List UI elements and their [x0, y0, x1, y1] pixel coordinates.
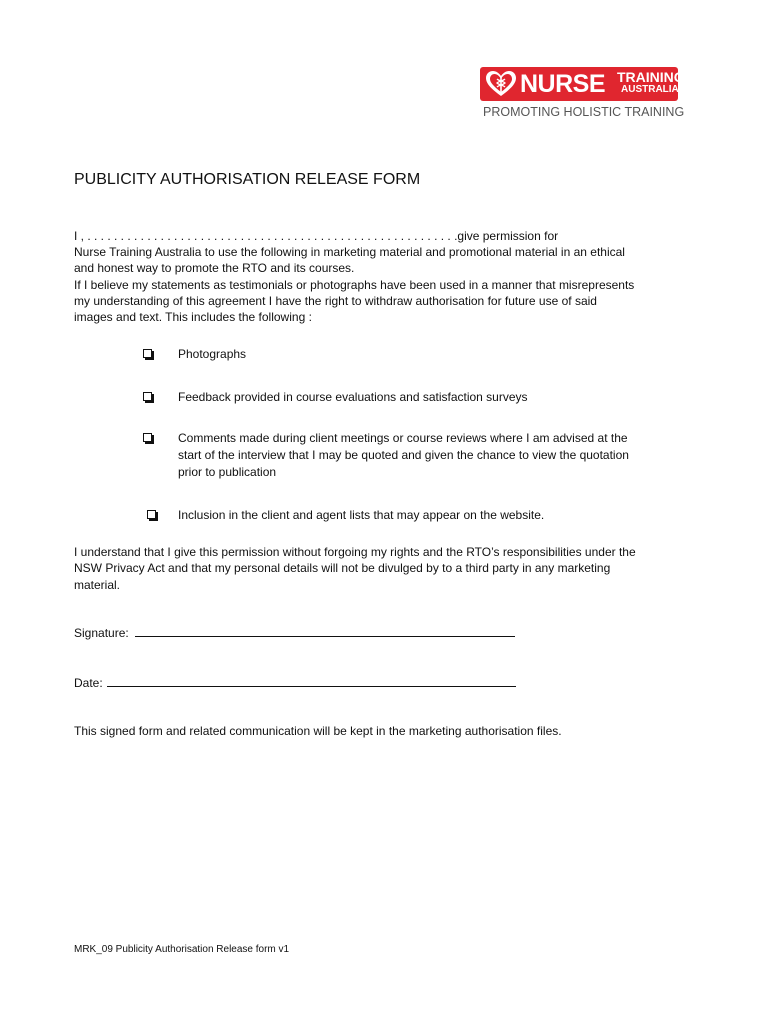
- intro-line: my understanding of this agreement I have the right to withdraw authorisation for future use of said: [74, 293, 597, 308]
- checklist-item-label: prior to publication: [178, 465, 277, 479]
- logo-tagline: PROMOTING HOLISTIC TRAINING: [483, 105, 685, 119]
- intro-line: Nurse Training Australia to use the following in marketing material and promotional material in an ethical: [74, 245, 625, 260]
- signature-row: [74, 625, 515, 641]
- checklist-item-label: Photographs: [178, 347, 247, 361]
- nurse-training-australia-logo: [480, 67, 685, 121]
- understanding-line: material.: [74, 577, 121, 592]
- signature-label: Signature:: [74, 626, 129, 640]
- checklist-item-label: Inclusion in the client and agent lists that may appear on the website.: [178, 508, 545, 522]
- checkbox-icon[interactable]: [143, 349, 152, 358]
- date-row: [74, 675, 516, 691]
- date-field[interactable]: [107, 676, 516, 687]
- understanding-line: I understand that I give this permission without forgoing my rights and the RTO’s responsibilities under the: [74, 545, 636, 559]
- checklist-item-label: start of the interview that I may be quoted and given the chance to view the quotation: [178, 448, 629, 462]
- logo-brand-top: TRAINING: [617, 69, 685, 85]
- logo-brand-bottom: AUSTRALIA: [621, 84, 679, 95]
- checklist-item-label: Feedback provided in course evaluations and satisfaction surveys: [178, 390, 528, 404]
- logo-brand-main: NURSE: [520, 70, 606, 98]
- checklist-item-label: Comments made during client meetings or course reviews where I am advised at the: [178, 431, 628, 445]
- intro-line: and honest way to promote the RTO and its courses.: [74, 261, 355, 276]
- understanding-paragraph: [74, 544, 636, 593]
- document-footer: MRK_09 Publicity Authorisation Release form v1: [74, 944, 290, 955]
- intro-line: I , . . . . . . . . . . . . . . . . . . . . . . . . . . . . . . . . . . . . . . . . . . . . . . . . . . . . . . . .give permission for: [74, 229, 559, 243]
- date-label: Date:: [74, 676, 103, 690]
- page-title: PUBLICITY AUTHORISATION RELEASE FORM: [74, 171, 421, 188]
- understanding-line: NSW Privacy Act and that my personal details will not be divulged by to a third party in any marketing: [74, 561, 611, 576]
- signature-field[interactable]: [135, 626, 515, 637]
- intro-line: If I believe my statements as testimonials or photographs have been used in a manner that misrepresents: [74, 277, 635, 292]
- logo-banner: [480, 67, 685, 101]
- intro-paragraph: [74, 228, 704, 325]
- intro-line: images and text. This includes the following :: [74, 310, 312, 325]
- checkbox-icon[interactable]: [147, 510, 156, 519]
- closing-statement: This signed form and related communication will be kept in the marketing authorisation files.: [74, 724, 562, 738]
- checkbox-icon[interactable]: [143, 433, 152, 442]
- heart-caduceus-icon: [484, 70, 518, 98]
- checkbox-icon[interactable]: [143, 392, 152, 401]
